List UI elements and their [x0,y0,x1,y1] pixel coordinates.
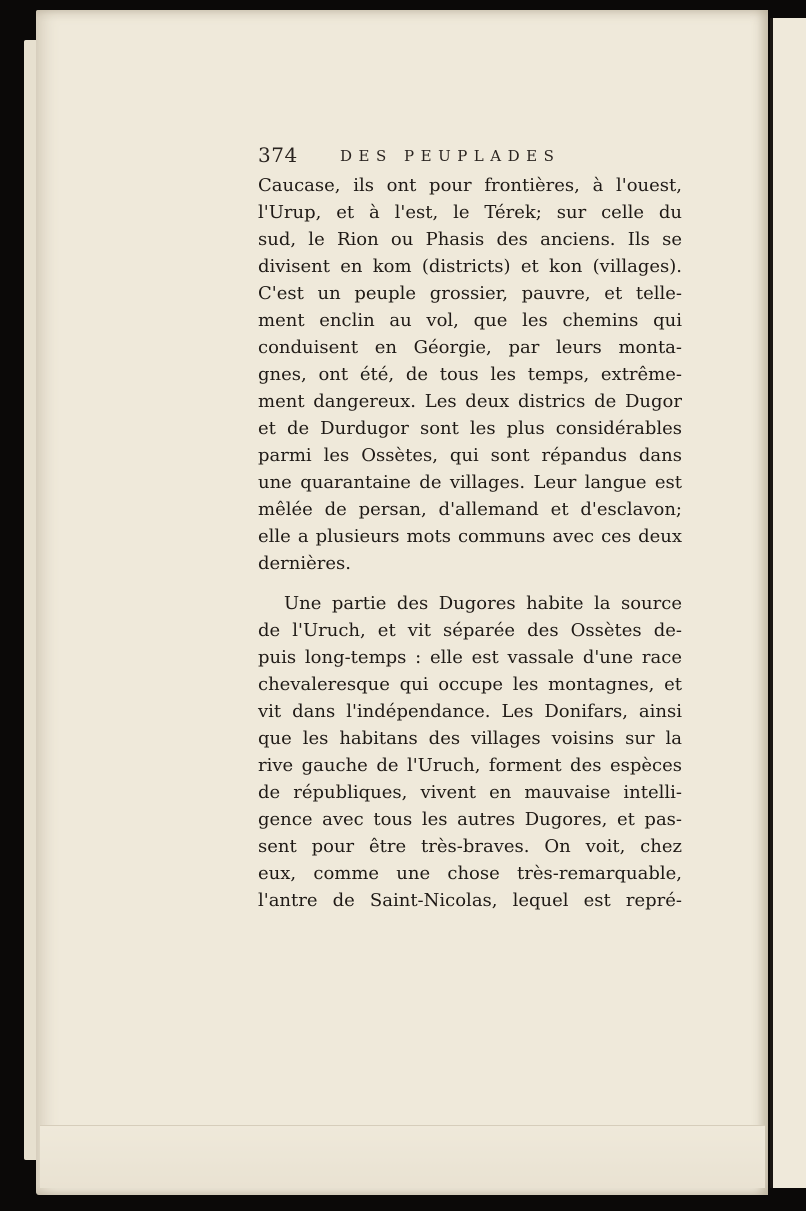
text-line: conduisent en Géorgie, par leurs monta- [258,337,682,358]
text-line: l'Urup, et à l'est, le Térek; sur celle du [258,202,682,223]
text-line: eux, comme une chose très-remarquable, [258,863,682,884]
text-line: dernières. [258,553,351,574]
text-line: sud, le Rion ou Phasis des anciens. Ils se [258,229,682,250]
text-line: et de Durdugor sont les plus considérables [258,418,682,439]
running-head: DES PEUPLADES [340,147,561,165]
text-line: ment dangereux. Les deux districs de Dugor [258,391,682,412]
text-line: de républiques, vivent en mauvaise intelli- [258,782,682,803]
page-header [258,143,688,173]
text-line: divisent en kom (districts) et kon (villages). [258,256,682,277]
text-line: de l'Uruch, et vit séparée des Ossètes de- [258,620,682,641]
text-line: parmi les Ossètes, qui sont répandus dans [258,445,682,466]
text-line: sent pour être très-braves. On voit, chez [258,836,682,857]
text-line: mêlée de persan, d'allemand et d'esclavon; [258,499,682,520]
paragraph-first-line: Une partie des Dugores habite la source [284,593,682,614]
adjacent-page-edge [770,18,806,1188]
text-line: que les habitans des villages voisins sur la [258,728,682,749]
text-line: vit dans l'indépendance. Les Donifars, ainsi [258,701,682,722]
text-line: ment enclin au vol, que les chemins qui [258,310,682,331]
text-line: C'est un peuple grossier, pauvre, et telle- [258,283,682,304]
text-line: l'antre de Saint-Nicolas, lequel est repré- [258,890,682,911]
text-line: gnes, ont été, de tous les temps, extrême- [258,364,682,385]
page-bottom-edge [40,1125,765,1188]
text-line: chevaleresque qui occupe les montagnes, et [258,674,682,695]
text-line: Caucase, ils ont pour frontières, à l'ouest, [258,175,682,196]
text-line: puis long-temps : elle est vassale d'une race [258,647,682,668]
text-line: gence avec tous les autres Dugores, et pas- [258,809,682,830]
text-line: une quarantaine de villages. Leur langue est [258,472,682,493]
text-line: rive gauche de l'Uruch, forment des espèces [258,755,682,776]
text-line: elle a plusieurs mots communs avec ces deux [258,526,682,547]
page-number: 374 [258,143,298,167]
